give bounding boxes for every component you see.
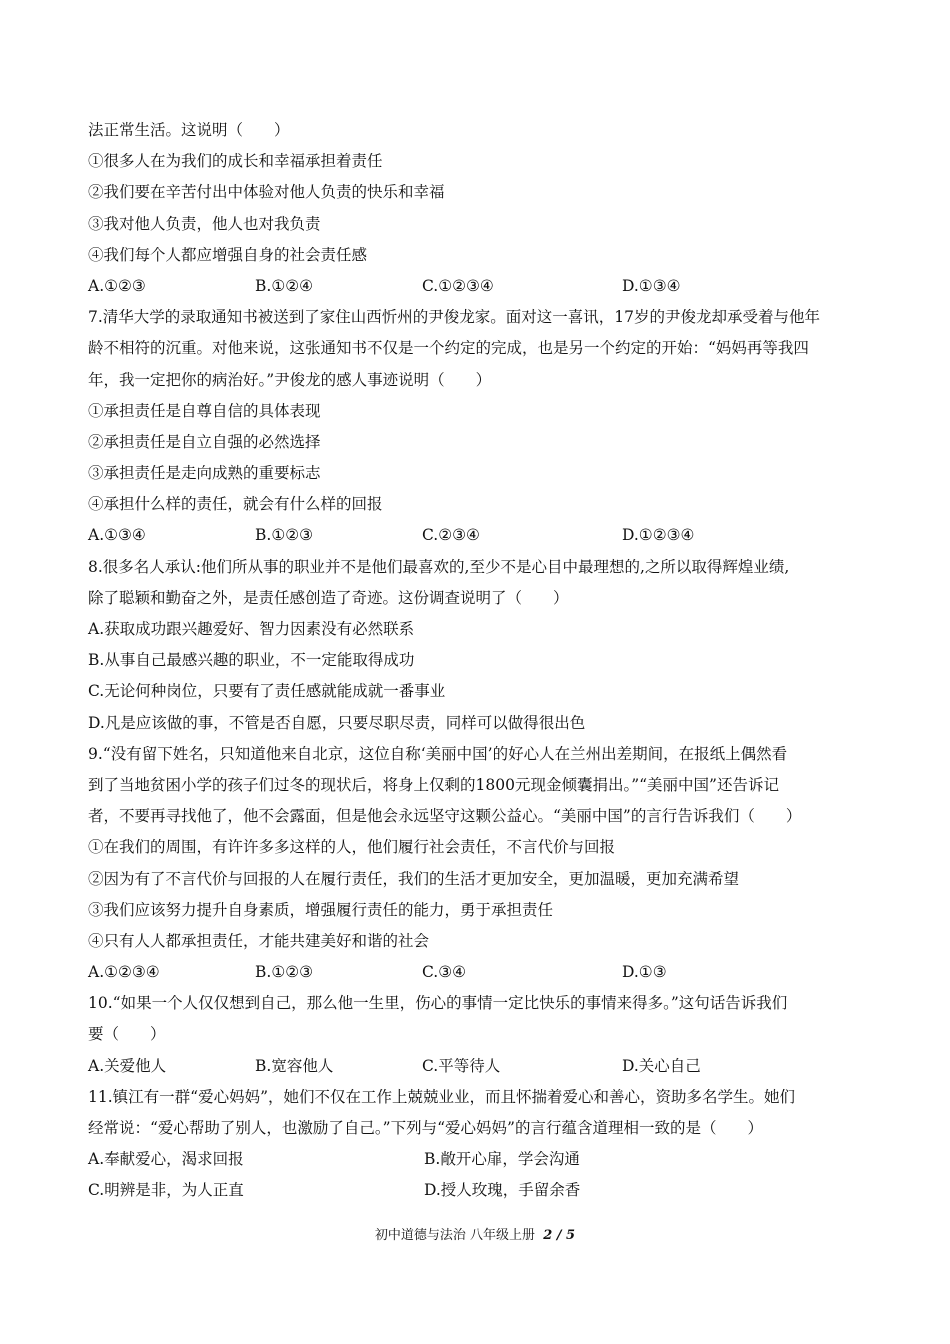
q7-item-3: ③承担责任是走向成熟的重要标志 bbox=[88, 464, 321, 483]
q9-stem-line-2: 到了当地贫困小学的孩子们过冬的现状后，将身上仅剩的1800元现金倾囊捐出。”“美丽中国”还告诉记 bbox=[88, 775, 779, 794]
q10-stem-line-2: 要（ ） bbox=[88, 1025, 166, 1044]
q11-stem-line-1: 11.镇江有一群“爱心妈妈”，她们不仅在工作上兢兢业业，而且怀揣着爱心和善心，资助多名学生。她们 bbox=[88, 1087, 796, 1106]
q9-option-b: B.①②③ bbox=[255, 963, 314, 982]
footer-subject: 初中道德与法治 八年级上册 bbox=[374, 1228, 536, 1243]
q7-option-c: C.②③④ bbox=[422, 526, 480, 545]
q10-option-a: A.关爱他人 bbox=[88, 1056, 167, 1075]
q11-options-row-1 bbox=[88, 1144, 868, 1175]
q7-stem-line-2: 龄不相符的沉重。对他来说，这张通知书不仅是一个约定的完成，也是另一个约定的开始：“妈妈再等我四 bbox=[88, 339, 809, 358]
q7-item-2: ②承担责任是自立自强的必然选择 bbox=[88, 432, 321, 451]
q9-stem-line-3: 者，不要再寻找他了，他不会露面，但是他会永远坚守这颗公益心。“美丽中国”的言行告诉我们（ ） bbox=[88, 807, 802, 826]
q6-item-1: ①很多人在为我们的成长和幸福承担着责任 bbox=[88, 152, 383, 171]
page-footer bbox=[0, 1226, 950, 1246]
q9-item-3: ③我们应该努力提升自身素质，增强履行责任的能力，勇于承担责任 bbox=[88, 900, 554, 919]
q9-stem-line-1: 9.“没有留下姓名，只知道他来自北京，这位自称‘美丽中国’的好心人在兰州出差期间，在报纸上偶然看 bbox=[88, 744, 788, 763]
q6-item-4: ④我们每个人都应增强自身的社会责任感 bbox=[88, 245, 368, 264]
q6-option-c: C.①②③④ bbox=[422, 276, 494, 295]
q11-option-a: A.奉献爱心，渴求回报 bbox=[88, 1150, 244, 1169]
q7-option-d: D.①②③④ bbox=[622, 526, 695, 545]
q9-item-2: ②因为有了不言代价与回报的人在履行责任，我们的生活才更加安全，更加温暖，更加充满希望 bbox=[88, 869, 740, 888]
q7-item-4: ④承担什么样的责任，就会有什么样的回报 bbox=[88, 495, 383, 514]
exam-page bbox=[88, 115, 868, 1207]
q10-options bbox=[88, 1051, 868, 1082]
q8-stem-line-1: 8.很多名人承认:他们所从事的职业并不是他们最喜欢的,至少不是心目中最理想的,之所以取得辉煌业绩, bbox=[88, 557, 790, 576]
q7-options bbox=[88, 520, 868, 551]
q8-stem-line-2: 除了聪颖和勤奋之外，是责任感创造了奇迹。这份调查说明了（ ） bbox=[88, 588, 569, 607]
q11-options-row-2 bbox=[88, 1175, 868, 1206]
q7-option-a: A.①③④ bbox=[88, 526, 146, 545]
q9-option-c: C.③④ bbox=[422, 963, 467, 982]
q6-stem-tail: 法正常生活。这说明（ ） bbox=[88, 121, 290, 139]
q7-item-1: ①承担责任是自尊自信的具体表现 bbox=[88, 401, 321, 420]
q11-option-b: B.敞开心扉，学会沟通 bbox=[424, 1150, 580, 1169]
q11-option-d: D.授人玫瑰，手留余香 bbox=[424, 1181, 581, 1200]
q6-option-b: B.①②④ bbox=[255, 276, 314, 295]
q11-stem-line-2: 经常说：“爱心帮助了别人，也激励了自己。”下列与“爱心妈妈”的言行蕴含道理相一致的是（ ） bbox=[88, 1119, 763, 1137]
q8-option-d: D.凡是应该做的事，不管是否自愿，只要尽职尽责，同样可以做得很出色 bbox=[88, 713, 586, 732]
q7-stem-line-1: 7.清华大学的录取通知书被送到了家住山西忻州的尹俊龙家。面对这一喜讯，17岁的尹俊龙却承受着与他年 bbox=[88, 308, 821, 327]
q8-option-a: A.获取成功跟兴趣爱好、智力因素没有必然联系 bbox=[88, 620, 415, 638]
q6-options bbox=[88, 271, 868, 302]
q8-option-c: C.无论何种岗位，只要有了责任感就能成就一番事业 bbox=[88, 682, 446, 701]
q9-options bbox=[88, 957, 868, 988]
page-number: 2 / 5 bbox=[543, 1228, 576, 1243]
q10-option-c: C.平等待人 bbox=[422, 1056, 501, 1075]
q9-option-d: D.①③ bbox=[622, 963, 667, 982]
q6-option-a: A.①②③ bbox=[88, 276, 146, 295]
q10-option-d: D.关心自己 bbox=[622, 1056, 701, 1075]
q6-item-3: ③我对他人负责，他人也对我负责 bbox=[88, 214, 321, 233]
q11-option-c: C.明辨是非，为人正直 bbox=[88, 1181, 244, 1200]
q8-option-b: B.从事自己最感兴趣的职业，不一定能取得成功 bbox=[88, 651, 415, 670]
q7-option-b: B.①②③ bbox=[255, 526, 314, 545]
q7-stem-line-3: 年，我一定把你的病治好。”尹俊龙的感人事迹说明（ ） bbox=[88, 370, 492, 389]
q10-stem-line-1: 10.“如果一个人仅仅想到自己，那么他一生里，伤心的事情一定比快乐的事情来得多。”这句话告诉我们 bbox=[88, 994, 788, 1013]
q10-option-b: B.宽容他人 bbox=[255, 1056, 334, 1075]
q6-option-d: D.①③④ bbox=[622, 276, 681, 295]
q9-option-a: A.①②③④ bbox=[88, 963, 160, 982]
q6-item-2: ②我们要在辛苦付出中体验对他人负责的快乐和幸福 bbox=[88, 183, 445, 202]
q9-item-4: ④只有人人都承担责任，才能共建美好和谐的社会 bbox=[88, 931, 430, 950]
q9-item-1: ①在我们的周围，有许许多多这样的人，他们履行社会责任，不言代价与回报 bbox=[88, 838, 616, 857]
